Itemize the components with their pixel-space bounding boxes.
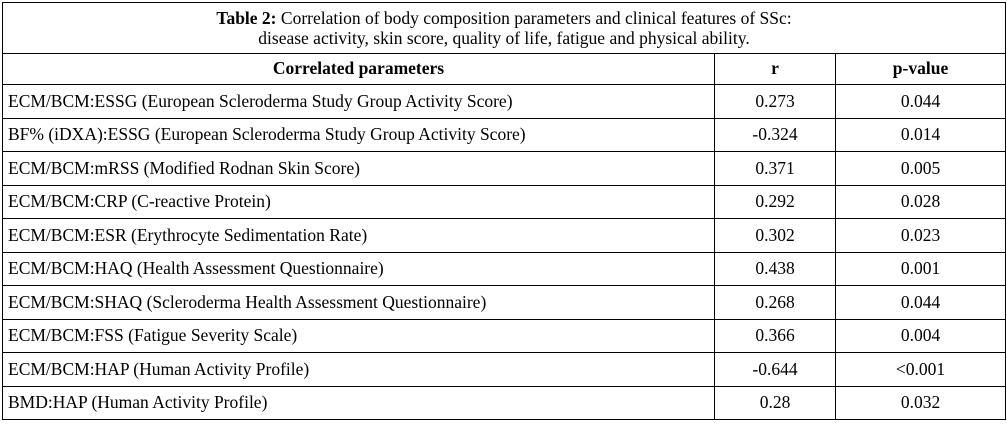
table-row — [3, 252, 1006, 286]
cell-r: 0.292 — [715, 185, 836, 219]
table-row — [3, 118, 1006, 152]
header-r: r — [715, 54, 836, 85]
cell-r: 0.366 — [715, 319, 836, 353]
table-row — [3, 152, 1006, 186]
cell-p-value: 0.028 — [836, 185, 1006, 219]
cell-r: 0.273 — [715, 85, 836, 119]
cell-p-value: 0.001 — [836, 252, 1006, 286]
table-caption-label: Table 2: — [216, 8, 277, 29]
cell-parameter: ECM/BCM:HAP (Human Activity Profile) — [3, 353, 715, 387]
cell-parameter: ECM/BCM:FSS (Fatigue Severity Scale) — [3, 319, 715, 353]
cell-p-value: 0.005 — [836, 152, 1006, 186]
cell-r: -0.324 — [715, 118, 836, 152]
correlation-table — [2, 2, 1006, 420]
cell-p-value: 0.023 — [836, 219, 1006, 253]
table-row — [3, 286, 1006, 320]
header-correlated-parameters: Correlated parameters — [3, 54, 715, 85]
cell-r: 0.28 — [715, 386, 836, 420]
table-row — [3, 185, 1006, 219]
cell-r: -0.644 — [715, 353, 836, 387]
cell-parameter: BMD:HAP (Human Activity Profile) — [3, 386, 715, 420]
table-header-row — [3, 54, 1006, 85]
cell-r: 0.302 — [715, 219, 836, 253]
cell-p-value: 0.032 — [836, 386, 1006, 420]
cell-parameter: ECM/BCM:ESR (Erythrocyte Sedimentation Rate) — [3, 219, 715, 253]
table-row — [3, 386, 1006, 420]
table-caption — [3, 3, 1006, 54]
correlation-table-container — [2, 2, 1005, 420]
cell-r: 0.268 — [715, 286, 836, 320]
cell-r: 0.371 — [715, 152, 836, 186]
table-row — [3, 219, 1006, 253]
cell-parameter: BF% (iDXA):ESSG (European Scleroderma Study Group Activity Score) — [3, 118, 715, 152]
table-row — [3, 353, 1006, 387]
cell-p-value: 0.044 — [836, 85, 1006, 119]
cell-p-value: 0.044 — [836, 286, 1006, 320]
cell-parameter: ECM/BCM:SHAQ (Scleroderma Health Assessment Questionnaire) — [3, 286, 715, 320]
table-caption-line1: Correlation of body composition parameters and clinical features of SSc: — [276, 8, 792, 29]
cell-parameter: ECM/BCM:HAQ (Health Assessment Questionnaire) — [3, 252, 715, 286]
cell-parameter: ECM/BCM:mRSS (Modified Rodnan Skin Score) — [3, 152, 715, 186]
cell-parameter: ECM/BCM:CRP (C-reactive Protein) — [3, 185, 715, 219]
header-p-value: p-value — [836, 54, 1006, 85]
table-row — [3, 85, 1006, 119]
table-row — [3, 319, 1006, 353]
cell-parameter: ECM/BCM:ESSG (European Scleroderma Study Group Activity Score) — [3, 85, 715, 119]
cell-p-value: 0.014 — [836, 118, 1006, 152]
cell-r: 0.438 — [715, 252, 836, 286]
cell-p-value: 0.004 — [836, 319, 1006, 353]
cell-p-value: <0.001 — [836, 353, 1006, 387]
table-caption-line2: disease activity, skin score, quality of life, fatigue and physical ability. — [258, 27, 750, 48]
